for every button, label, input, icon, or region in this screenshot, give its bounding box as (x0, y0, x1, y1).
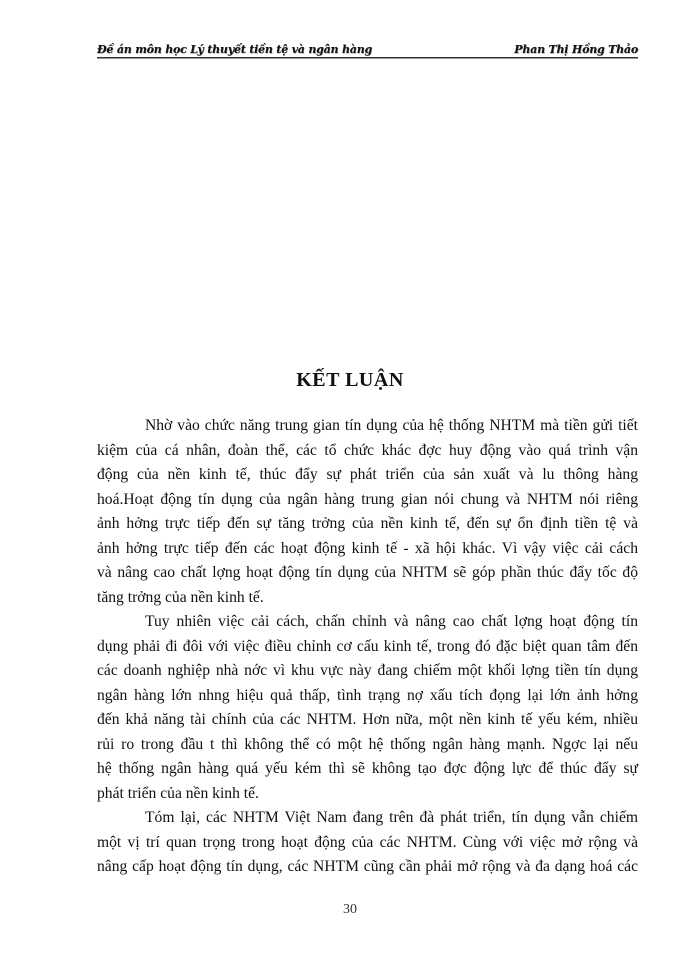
text-line: ngân hàng lớn nhng hiệu quả thấp, tình trạng nợ xấu tích đọng lại lớn ảnh hởng (97, 686, 638, 704)
header-course-title: Đề án môn học Lý thuyết tiền tệ và ngân hàng (97, 43, 373, 56)
paragraph-3 (97, 806, 638, 880)
header-author-name: Phan Thị Hồng Thảo (514, 43, 638, 56)
text-line: Tuy nhiên việc cải cách, chấn chỉnh và nâng cao chất lợng hoạt động tín (145, 613, 638, 630)
text-line: đến khả năng tài chính của các NHTM. Hơn nữa, một nền kinh tế yếu kém, nhiều (97, 711, 638, 728)
text-line: phát triển của nền kinh tế. (97, 784, 259, 802)
paragraph-1 (97, 414, 638, 610)
body-text (97, 414, 638, 880)
text-line: hoá.Hoạt động tín dụng của ngân hàng trung gian nói chung và NHTM nói riêng (97, 490, 638, 508)
page-number: 30 (343, 902, 357, 917)
text-line: dụng phải đi đôi với việc điều chỉnh cơ cấu kinh tế, trong đó đặc biệt quan tâm đến (97, 637, 638, 655)
text-line: ảnh hởng trực tiếp đến các hoạt động kinh tế - xã hội khác. Vì vậy việc cải cách (97, 539, 638, 557)
text-line: kiệm của cá nhân, đoàn thể, các tổ chức khác đợc huy động vào quá trình vận (97, 441, 638, 459)
section-title: KẾT LUẬN (296, 369, 404, 391)
text-line: và nâng cao chất lợng hoạt động tín dụng của NHTM sẽ góp phần thúc đẩy tốc độ (97, 564, 638, 581)
paragraph-2 (97, 610, 638, 806)
text-line: rủi ro trong đầu t thì không thể có một hệ thống ngân hàng mạnh. Ngợc lại nếu (97, 735, 638, 753)
text-line: ảnh hởng trực tiếp đến sự tăng trởng của nền kinh tế, đến sự ổn định tiền tệ và (97, 515, 638, 532)
text-line: tăng trởng của nền kinh tế. (97, 588, 264, 606)
running-header (97, 41, 638, 58)
text-line: một vị trí quan trọng trong hoạt động của các NHTM. Cùng với việc mở rộng và (97, 833, 638, 851)
text-line: Tóm lại, các NHTM Việt Nam đang trên đà phát triển, tín dụng vẫn chiếm (145, 809, 638, 826)
text-line: các doanh nghiệp nhà nớc vì khu vực này đang chiếm một khối lợng tiền tín dụng (97, 662, 638, 679)
text-line: hệ thống ngân hàng quá yếu kém thì sẽ không tạo đợc động lực để thúc đẩy sự (97, 760, 638, 777)
text-line: động của nền kinh tế, thúc đẩy sự phát triển của sản xuất và lu thông hàng (97, 466, 638, 483)
text-line: Nhờ vào chức năng trung gian tín dụng của hệ thống NHTM mà tiền gửi tiết (145, 417, 638, 434)
text-line: nâng cấp hoạt động tín dụng, các NHTM cũng cần phải mở rộng và đa dạng hoá các (97, 858, 638, 875)
